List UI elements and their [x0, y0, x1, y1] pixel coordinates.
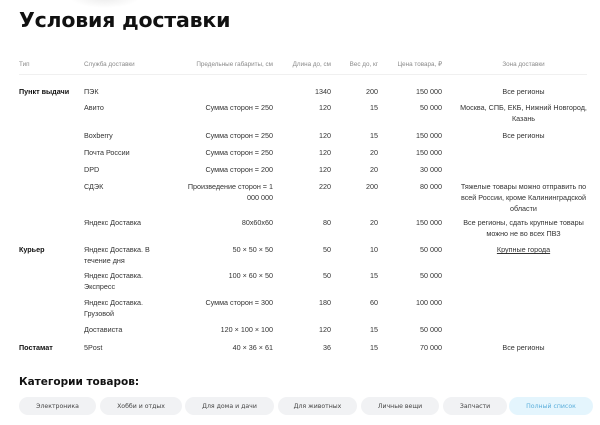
row-dimensions: Сумма сторон = 250	[205, 131, 273, 140]
row-service: DPD	[84, 165, 100, 174]
row-length: 120	[319, 131, 331, 140]
row-weight: 15	[370, 103, 378, 112]
row-service: Яндекс Доставка. Экспресс	[84, 271, 144, 291]
row-zone: Все регионы	[502, 343, 545, 352]
category-chip-personal[interactable]: Личные вещи	[361, 397, 439, 415]
row-length: 120	[319, 325, 331, 334]
row-dimensions: 120 × 100 × 100	[220, 325, 273, 334]
row-weight: 20	[370, 218, 378, 227]
row-price: 150 000	[416, 218, 442, 227]
header-type: Тип	[19, 61, 30, 68]
row-length: 1340	[315, 87, 331, 96]
row-dimensions: 80x60x60	[241, 218, 273, 227]
row-length: 50	[323, 245, 331, 254]
row-price: 50 000	[420, 271, 442, 280]
category-chip-parts[interactable]: Запчасти	[443, 397, 507, 415]
row-zone: Все регионы	[502, 87, 545, 96]
row-length: 120	[319, 165, 331, 174]
categories-title: Категории товаров:	[19, 376, 140, 388]
row-service: ПЭК	[84, 87, 99, 96]
row-service: СДЭК	[84, 182, 104, 191]
category-chip-pets[interactable]: Для животных	[278, 397, 357, 415]
row-service: Достависта	[84, 325, 123, 334]
row-service: Авито	[84, 103, 104, 112]
row-weight: 20	[370, 148, 378, 157]
row-weight: 15	[370, 325, 378, 334]
row-dimensions: Сумма сторон = 250	[205, 103, 273, 112]
row-weight: 200	[366, 87, 378, 96]
row-weight: 60	[370, 298, 378, 307]
row-price: 30 000	[420, 165, 442, 174]
row-dimensions: Произведение сторон = 1 000 000	[187, 182, 273, 202]
row-length: 220	[319, 182, 331, 191]
header-length: Длина до, см	[292, 61, 331, 68]
row-type: Постамат	[19, 343, 53, 352]
row-dimensions: 40 × 36 × 61	[232, 343, 273, 352]
row-zone: Тяжелые товары можно отправить по всей России, кроме Калининградской области	[460, 182, 587, 213]
row-length: 120	[319, 148, 331, 157]
row-type: Пункт выдачи	[19, 87, 70, 96]
category-chip-home[interactable]: Для дома и дачи	[185, 397, 274, 415]
row-price: 50 000	[420, 245, 442, 254]
row-weight: 200	[366, 182, 378, 191]
row-dimensions: Сумма сторон = 250	[205, 148, 273, 157]
row-service: Boxberry	[84, 131, 113, 140]
row-dimensions: Сумма сторон = 300	[205, 298, 273, 307]
category-chip-electronics[interactable]: Электроника	[19, 397, 96, 415]
zone-link[interactable]: Крупные города	[496, 245, 551, 254]
row-service: 5Post	[84, 343, 103, 352]
header-dimensions: Предельные габариты, см	[196, 61, 273, 68]
row-service: Яндекс Доставка	[84, 218, 142, 227]
row-price: 150 000	[416, 131, 442, 140]
row-weight: 20	[370, 165, 378, 174]
row-price: 150 000	[416, 148, 442, 157]
row-price: 50 000	[420, 103, 442, 112]
row-dimensions: Сумма сторон = 200	[205, 165, 273, 174]
row-length: 50	[323, 271, 331, 280]
row-length: 120	[319, 103, 331, 112]
row-price: 50 000	[420, 325, 442, 334]
header-divider	[19, 74, 587, 75]
row-service: Почта России	[84, 148, 130, 157]
row-service: Яндекс Доставка. В течение дня	[84, 245, 150, 265]
row-price: 100 000	[416, 298, 442, 307]
header-zone: Зона доставки	[502, 61, 545, 68]
row-price: 150 000	[416, 87, 442, 96]
category-chip-hobby[interactable]: Хобби и отдых	[100, 397, 182, 415]
page-title: Условия доставки	[19, 8, 231, 32]
row-length: 80	[323, 218, 331, 227]
header-weight: Вес до, кг	[349, 61, 378, 68]
row-type: Курьер	[19, 245, 45, 254]
row-zone: Москва, СПБ, ЕКБ, Нижний Новгород, Казань	[460, 103, 587, 123]
row-length: 180	[319, 298, 331, 307]
top-shadow	[70, 0, 140, 8]
row-weight: 10	[370, 245, 378, 254]
row-price: 80 000	[420, 182, 442, 191]
row-weight: 15	[370, 131, 378, 140]
row-weight: 15	[370, 271, 378, 280]
full-list-button[interactable]: Полный список	[509, 397, 593, 415]
header-service: Служба доставки	[84, 61, 135, 68]
row-zone: Все регионы, сдать крупные товары можно не во всех ПВЗ	[463, 218, 584, 238]
row-dimensions: 50 × 50 × 50	[232, 245, 273, 254]
row-service: Яндекс Доставка. Грузовой	[84, 298, 144, 318]
row-length: 36	[323, 343, 331, 352]
row-weight: 15	[370, 343, 378, 352]
row-price: 70 000	[420, 343, 442, 352]
row-zone: Все регионы	[502, 131, 545, 140]
header-price: Цена товара, ₽	[397, 61, 442, 68]
row-dimensions: 100 × 60 × 50	[228, 271, 273, 280]
